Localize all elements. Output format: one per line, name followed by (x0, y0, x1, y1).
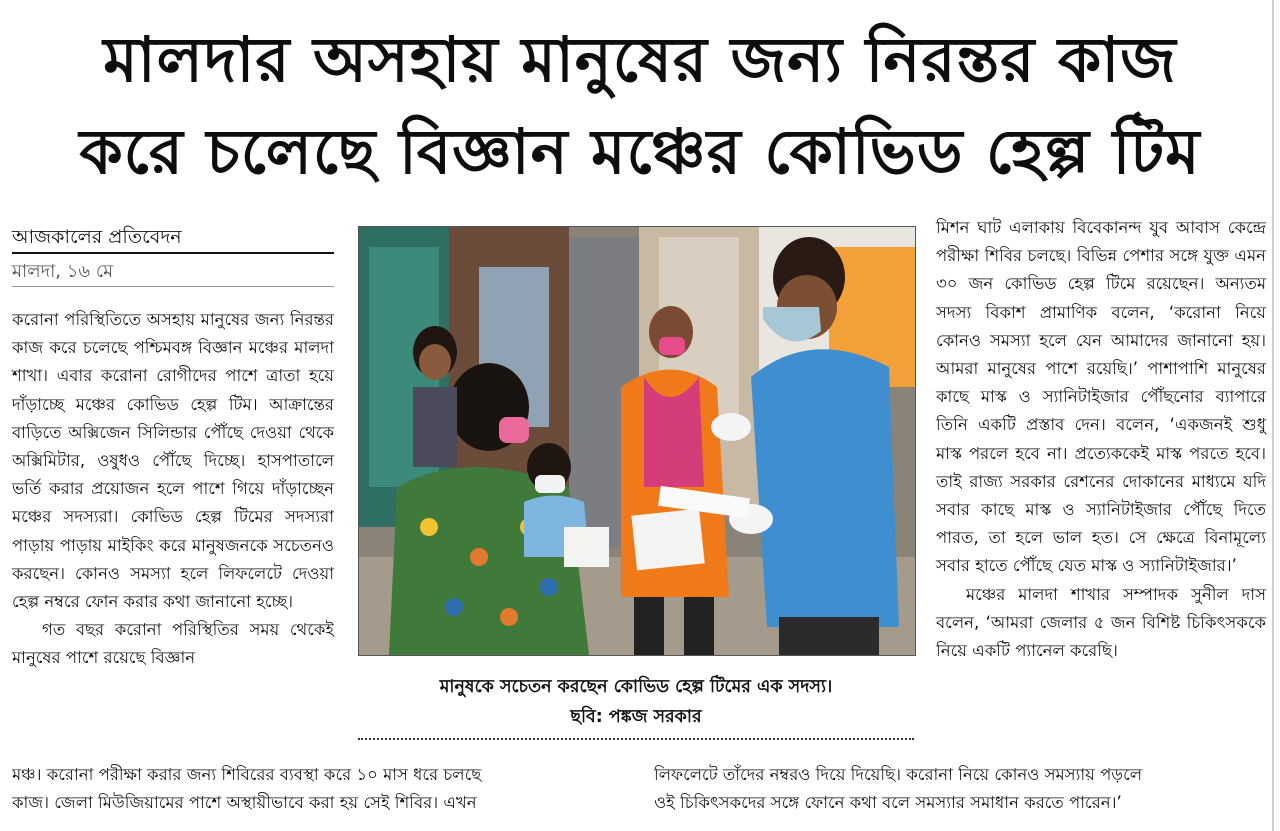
bottom-right-line-1: লিফলেটে তাঁদের নম্বরও দিয়ে দিয়েছি। করোনা নিয়ে কোনও সমস্যায় পড়লে (654, 765, 1143, 784)
article-column-1 (12, 306, 334, 673)
byline: আজকালের প্রতিবেদন (12, 222, 334, 254)
caption-text: মানুষকে সচেতন করছেন কোভিড হেল্প টিমের এক সদস্য। (439, 677, 833, 697)
article-column-3 (936, 214, 1266, 665)
dotted-divider (358, 738, 914, 740)
dateline: মালদা, ১৬ মে (12, 258, 334, 287)
paragraph: গত বছর করোনা পরিস্থিতির সময় থেকেই মানুষের পাশে রয়েছে বিজ্ঞান (12, 620, 334, 668)
bottom-right-line-2: ওই চিকিৎসকদের সঙ্গে ফোনে কথা বলে সমস্যার সমাধান করতে পারেন।’ (654, 793, 1122, 812)
bottom-left-line-1: মঞ্চ। করোনা পরীক্ষা করার জন্য শিবিরের ব্যবস্থা করে ১০ মাস ধরে চলছে (12, 765, 482, 784)
news-photo (358, 226, 916, 656)
paragraph: মিশন ঘাট এলাকায় বিবেকানন্দ যুব আবাস কেন্দ্রে পরীক্ষা শিবির চলছে। বিভিন্ন পেশার সঙ্গে যুক্ত এমন ৩০ জন কোভিড হেল্প টিমে রয়েছেন। অন্যতম সদস্য বিকাশ প্রামাণিক বলেন, ‘করোনা নিয়ে কোনও সমস্যা হলে যেন আমাদের জানানো হয়। আমরা মানুষের পাশে রয়েছি।’ পাশাপাশি মানুষের কাছে মাস্ক ও স্যানিটাইজার পৌঁছনোর ব্যাপারে তিনি একটি প্রস্তাব দেন। বলেন, ‘একজনই শুধু মাস্ক পরলে হবে না। প্রত্যেককেই মাস্ক পরতে হবে। তাই রাজ্য সরকার রেশনের দোকানের মাধ্যমে যদি সবার কাছে মাস্ক ও স্যানিটাইজার পৌঁছে দিতে পারত, তা হলে ভাল হত। সে ক্ষেত্রে বিনামূল্যে সবার হাতে পৌঁছে যেত মাস্ক ও স্যানিটাইজার।’ (936, 218, 1266, 576)
paragraph: মঞ্চের মালদা শাখার সম্পাদক সুনীল দাস বলেন, ‘আমরা জেলার ৫ জন বিশিষ্ট চিকিৎসককে নিয়ে একটি প্যানেল করেছি। (936, 584, 1266, 661)
bottom-left-line-2: কাজ। জেলা মিউজিয়ামের পাশে অস্থায়ীভাবে করা হয় সেই শিবির। এখন (12, 793, 477, 812)
headline-line-1: মালদার অসহায় মানুষের জন্য নিরন্তর কাজ (103, 23, 1177, 96)
paragraph: করোনা পরিস্থিতিতে অসহায় মানুষের জন্য নিরন্তর কাজ করে চলেছে পশ্চিমবঙ্গ বিজ্ঞান মঞ্চের মালদা শাখা। এবার করোনা রোগীদের পাশে ত্রাতা হয়ে দাঁড়াচ্ছে মঞ্চের কোভিড হেল্প টিম। আক্রান্তের বাড়িতে অক্সিজেন সিলিন্ডার পৌঁছে দেওয়া থেকে অক্সিমিটার, ওষুধও পৌঁছে দিচ্ছে। হাসপাতালে ভর্তি করার প্রয়োজন হলে পাশে গিয়ে দাঁড়াচ্ছেন মঞ্চের সদস্যরা। কোভিড হেল্প টিমের সদস্যরা পাড়ায় পাড়ায় মাইকিং করে মানুষজনকে সচেতনও করছেন। কোনও সমস্যা হলে লিফলেটে দেওয়া হেল্প নম্বরে ফোন করার কথা জানানো হচ্ছে। (12, 310, 334, 612)
headline-line-2: করে চলেছে বিজ্ঞান মঞ্চের কোভিড হেল্প টিম (79, 115, 1201, 188)
photo-caption (358, 672, 914, 732)
photo-credit: ছবি: পঙ্কজ সরকার (570, 707, 702, 727)
